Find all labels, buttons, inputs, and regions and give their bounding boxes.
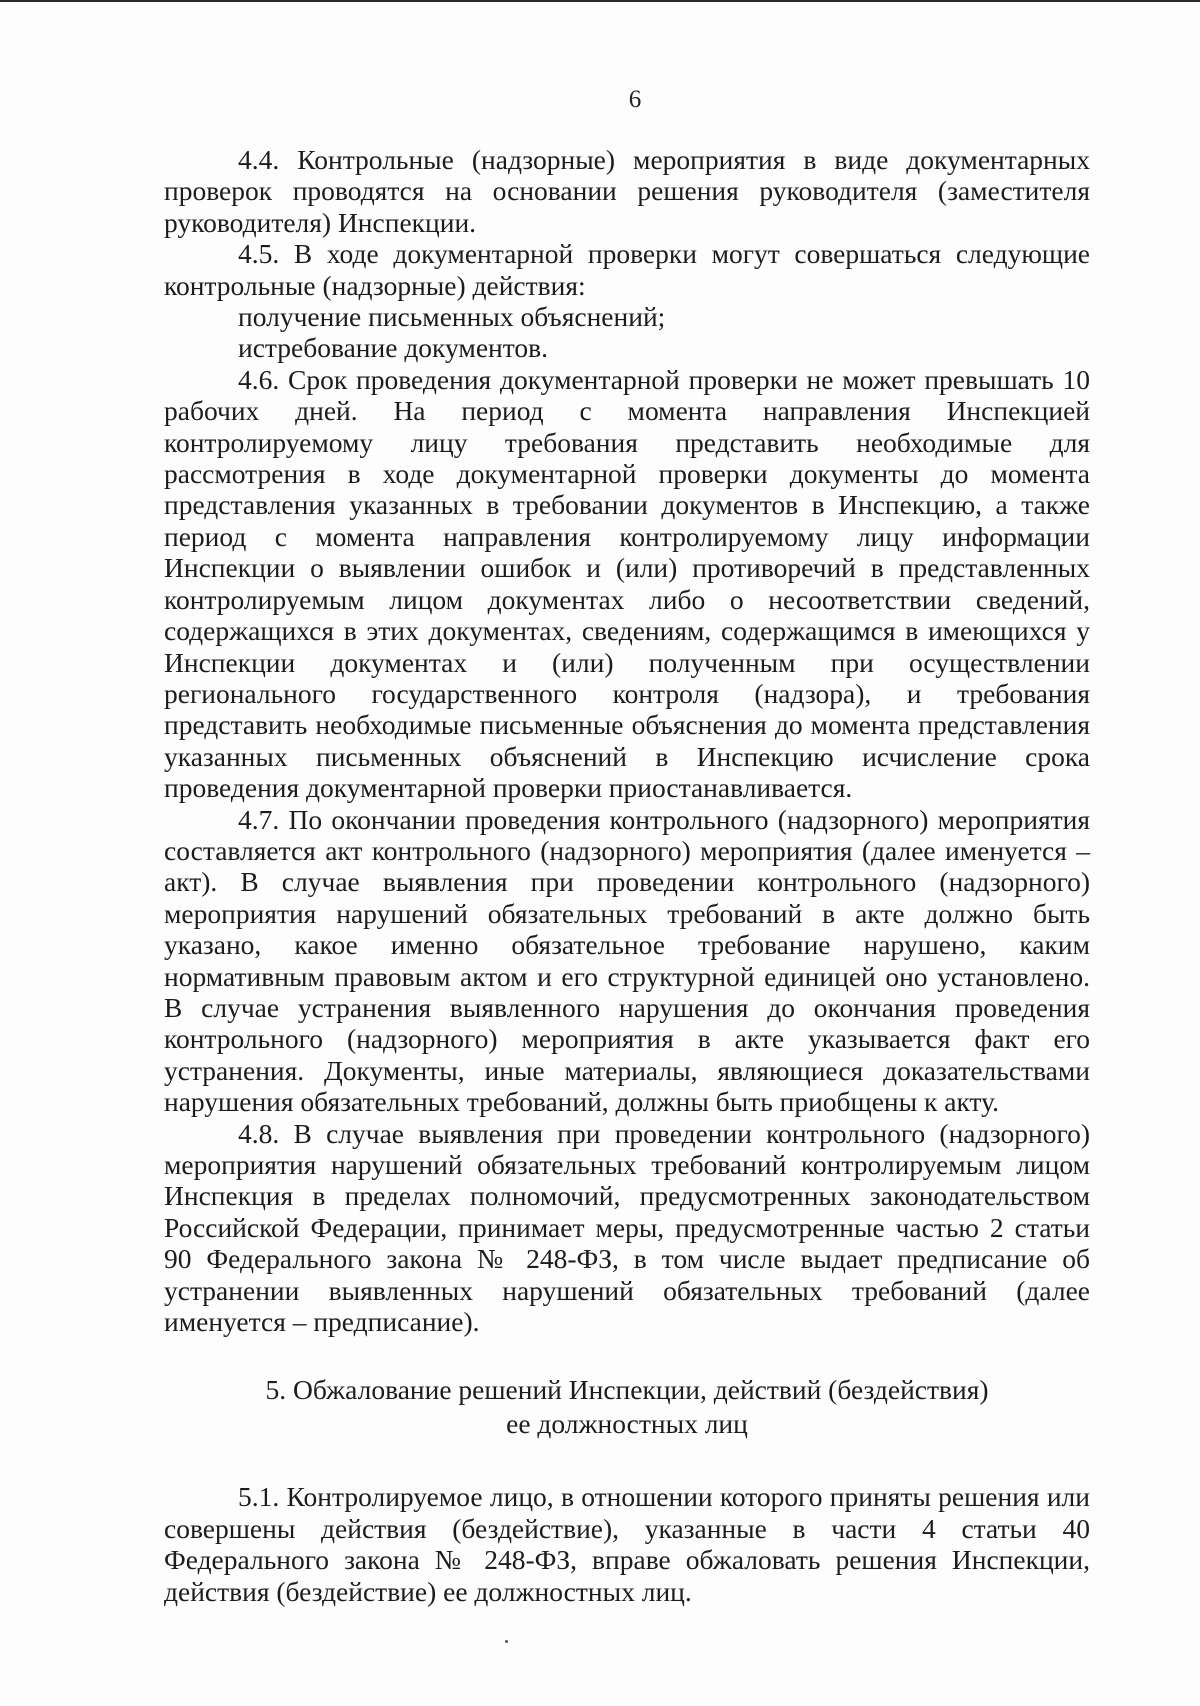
paragraph-5-1: 5.1. Контролируемое лицо, в отношении которого приняты решения или совершены действия (бездействие), указанные в части 4 статьи 40 Федерального закона № 248-ФЗ, вправе обжаловать решения Инспекции, действия (бездействие) ее должностных лиц. [164, 1481, 1090, 1607]
paragraph-4-4: 4.4. Контрольные (надзорные) мероприятия в виде документарных проверок проводятся на основании решения руководителя (заместителя руководителя) Инспекции. [164, 144, 1090, 238]
page-number: 6 [628, 86, 642, 113]
scan-speck [505, 1640, 508, 1643]
section-5-heading-line-1: 5. Обжалование решений Инспекции, действий (бездействия) [265, 1374, 989, 1406]
paragraph-4-8: 4.8. В случае выявления при проведении контрольного (надзорного) мероприятия нарушений обязательных требований контролируемым лицом Инспекция в пределах полномочий, предусмотренных законодательством Российской Федерации, принимает меры, предусмотренные частью 2 статьи 90 Федерального закона № 248-ФЗ, в том числе выдает предписание об устранении выявленных нарушений обязательных требований (далее именуется – предписание). [164, 1117, 1090, 1338]
scan-top-edge [0, 0, 1200, 2]
list-item: получение письменных объяснений; [238, 301, 666, 333]
list-item: истребование документов. [238, 332, 549, 364]
section-5-heading [164, 1373, 1090, 1441]
paragraph-4-5: 4.5. В ходе документарной проверки могут совершаться следующие контрольные (надзорные) действия: [164, 238, 1090, 301]
section-spacer [164, 1441, 1090, 1481]
document-body [164, 144, 1090, 1607]
paragraph-4-6: 4.6. Срок проведения документарной проверки не может превышать 10 рабочих дней. На период с момента направления Инспекцией контролируемому лицу требования представить необходимые для рассмотрения в ходе документарной проверки документы до момента представления указанных в требовании документов в Инспекцию, а также период с момента направления контролируемому лицу информации Инспекции о выявлении ошибок и (или) противоречий в представленных контролируемым лицом документах либо о несоответствии сведений, содержащихся в этих документах, сведениям, содержащимся в имеющихся у Инспекции документах и (или) полученным при осуществлении регионального государственного контроля (надзора), и требования представить необходимые письменные объяснения до момента представления указанных письменных объяснений в Инспекцию исчисление срока проведения документарной проверки приостанавливается. [164, 363, 1090, 804]
section-5-heading-line-2: ее должностных лиц [506, 1408, 748, 1440]
paragraph-4-7: 4.7. По окончании проведения контрольного (надзорного) мероприятия составляется акт контрольного (надзорного) мероприятия (далее именуется – акт). В случае выявления при проведении контрольного (надзорного) мероприятия нарушений обязательных требований в акте должно быть указано, какое именно обязательное требование нарушено, каким нормативным правовым актом и его структурной единицей оно установлено. В случае устранения выявленного нарушения до окончания проведения контрольного (надзорного) мероприятия в акте указывается факт его устранения. Документы, иные материалы, являющиеся доказательствами нарушения обязательных требований, должны быть приобщены к акту. [164, 803, 1090, 1118]
